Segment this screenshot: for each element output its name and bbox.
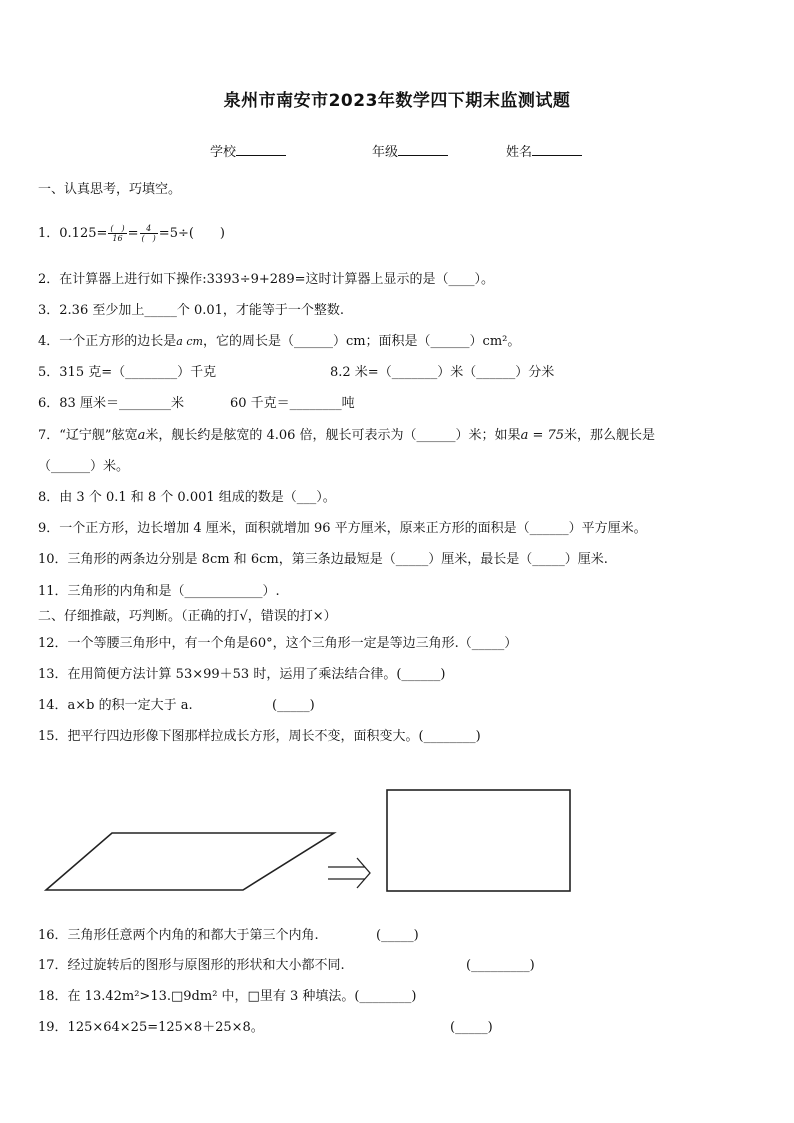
question-16-answer[interactable]: (_____) [376,928,419,943]
question-10: 10．三角形的两条边分别是 8cm 和 6cm，第三条边最短是（_____）厘米，最长是（_____）厘米. [38,552,608,567]
q1-prefix: 1．0.125= [38,226,108,241]
question-19-answer[interactable]: (_____) [450,1020,493,1035]
question-3: 3．2.36 至少加上_____个 0.01，才能等于一个整数. [38,303,345,318]
question-7-continued: （______）米。 [38,459,130,474]
question-5a: 5．315 克=（________）千克 [38,365,217,380]
q1-fraction-2 [140,224,158,243]
grade-field [372,141,448,160]
school-field [210,141,286,160]
question-6a: 6．83 厘米＝________米 [38,396,184,411]
section-1-heading: 一、认真思考，巧填空。 [38,182,182,197]
question-5b: 8.2 米=（_______）米（______）分米 [330,365,555,380]
school-blank[interactable] [236,143,286,156]
q7-text-c: 米，那么舰长是 [564,428,656,443]
name-field [506,141,582,160]
grade-label: 年级 [372,145,399,160]
q7-variable: a [137,428,146,443]
q7-expression: a = 75 [520,428,565,443]
rectangle-shape [387,790,570,891]
name-blank[interactable] [532,143,582,156]
question-15: 15．把平行四边形像下图那样拉成长方形，周长不变，面积变大。(________) [38,729,481,744]
question-14-answer[interactable]: (_____) [272,698,315,713]
question-17a: 17．经过旋转后的图形与原图形的形状和大小都不同. [38,958,345,973]
question-12: 12．一个等腰三角形中，有一个角是60°，这个三角形一定是等边三角形.（_____） [38,636,518,651]
q7-text-b: 米，舰长约是舷宽的 4.06 倍，舰长可表示为（______）米；如果 [145,428,521,443]
q1-equals: = [127,226,139,241]
q1-suffix: =5÷( ) [158,226,225,241]
question-14a: 14．a×b 的积一定大于 a. [38,698,193,713]
q1-frac1-numerator[interactable]: ( ) [110,224,125,233]
question-8: 8．由 3 个 0.1 和 8 个 0.001 组成的数是（___）。 [38,490,336,505]
parallelogram-shape [46,833,334,890]
question-9: 9．一个正方形，边长增加 4 厘米，面积就增加 96 平方厘米，原来正方形的面积是（______）平方厘米。 [38,521,647,536]
q1-fraction-1 [108,224,126,243]
question-11: 11．三角形的内角和是（____________）. [38,584,280,599]
grade-blank[interactable] [398,143,448,156]
q4-text-a: 4．一个正方形的边长是 [38,334,177,349]
question-2: 2．在计算器上进行如下操作:3393÷9+289=这时计算器上显示的是（____）。 [38,272,494,287]
page-title: 泉州市南安市2023年数学四下期末监测试题 [223,91,571,111]
question-18: 18．在 13.42m²>13.□9dm² 中，□里有 3 种填法。(________) [38,989,417,1004]
q1-frac1-denominator: 16 [112,234,123,243]
name-label: 姓名 [506,145,533,160]
question-1 [38,224,225,243]
q7-text-a: 7．“辽宁舰”舷宽 [38,428,138,443]
section-2-heading: 二、仔细推敲，巧判断。（正确的打√，错误的打×） [38,609,337,624]
q4-text-b: ，它的周长是（______）cm；面积是（______）cm²。 [202,334,521,349]
parallelogram-to-rectangle-figure [0,760,794,900]
question-13: 13．在用简便方法计算 53×99＋53 时，运用了乘法结合律。(______) [38,667,446,682]
question-16a: 16．三角形任意两个内角的和都大于第三个内角. [38,928,319,943]
right-double-arrow-icon [328,858,370,888]
q1-frac2-denominator[interactable]: ( ) [141,234,156,243]
question-17-answer[interactable]: (_________) [466,958,535,973]
q4-variable: a cm [176,335,203,348]
question-19a: 19．125×64×25=125×8＋25×8。 [38,1020,264,1035]
q1-frac2-numerator: 4 [140,224,158,234]
question-6b: 60 千克＝________吨 [230,396,355,411]
question-4 [38,334,520,350]
school-label: 学校 [210,145,237,160]
question-7 [38,428,655,444]
